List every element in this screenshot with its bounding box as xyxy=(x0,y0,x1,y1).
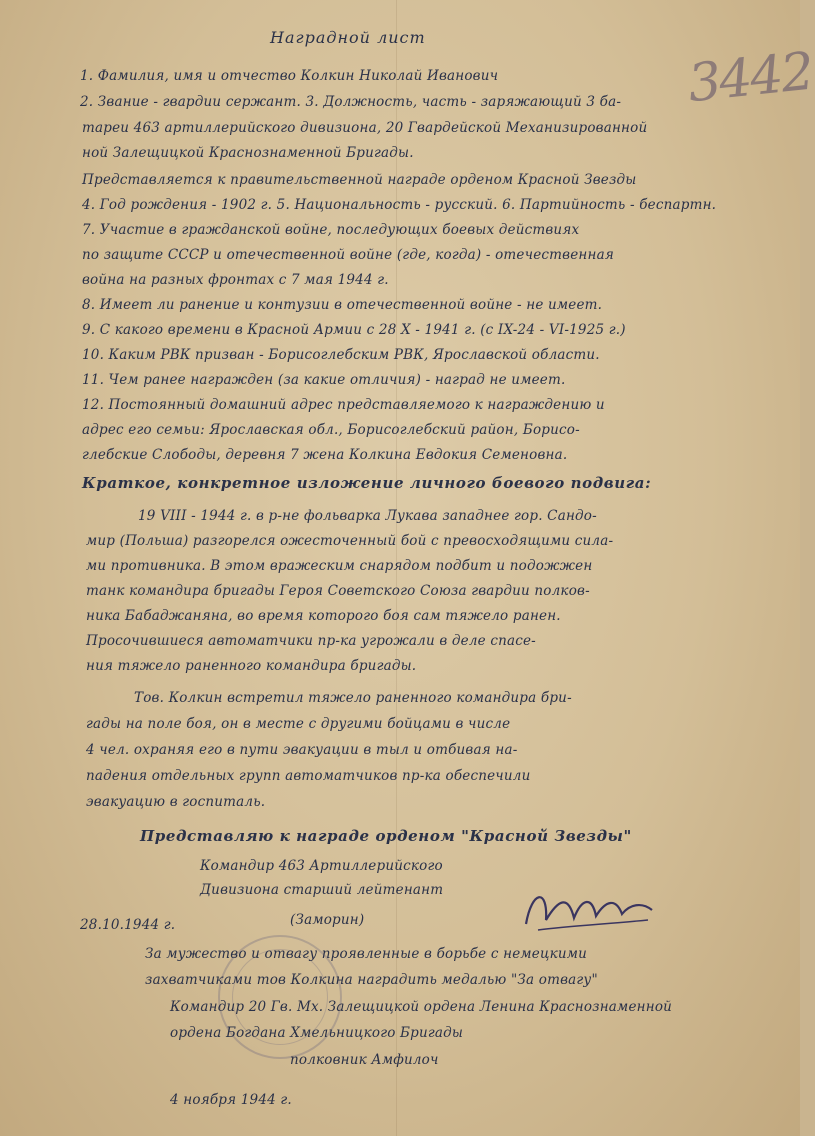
date: 28.10.1944 г. xyxy=(80,917,176,933)
order-text: захватчиками тов Колкина наградить медалью "За отвагу" xyxy=(145,972,598,988)
field-service-cont: по защите СССР и отечественной войне (где, когда) - отечественная xyxy=(82,247,614,263)
feat-text: ми противника. В этом вражеским снарядом подбит и подожжен xyxy=(86,558,593,574)
recommendation: Представляю к награде орденом "Красной Звезды" xyxy=(140,827,632,845)
field-address-cont: адрес его семьи: Ярославская обл., Борисоглебский район, Борисо- xyxy=(82,422,580,438)
commander-name: (Заморин) xyxy=(290,912,365,928)
field-service-cont2: война на разных фронтах с 7 мая 1944 г. xyxy=(82,272,389,288)
feat-text: мир (Польша) разгорелся ожесточенный бой с превосходящими сила- xyxy=(86,533,614,549)
order-text: Командир 20 Гв. Мх. Залещицкой ордена Ленина Краснознаменной xyxy=(170,999,673,1015)
field-wounds: 8. Имеет ли ранение и контузии в отечественной войне - не имеет. xyxy=(82,297,603,313)
feat-heading: Краткое, конкретное изложение личного боевого подвига: xyxy=(82,474,652,492)
field-address: 12. Постоянный домашний адрес представляемого к награждению и xyxy=(82,397,605,413)
feat-text: танк командира бригады Героя Советского Союза гвардии полков- xyxy=(86,583,590,599)
feat-text: 4 чел. охраняя его в пути эвакуации в тыл и отбивая на- xyxy=(86,742,518,758)
signature xyxy=(518,880,658,940)
feat-text: Тов. Колкин встретил тяжело раненного командира бри- xyxy=(134,690,572,706)
order-signer: полковник Амфилоч xyxy=(290,1052,439,1068)
feat-text: падения отдельных групп автоматчиков пр-ка обеспечили xyxy=(86,768,531,784)
order-date: 4 ноября 1944 г. xyxy=(170,1092,292,1108)
field-army-since: 9. С какого времени в Красной Армии с 28 X - 1941 г. (с IX-24 - VI-1925 г.) xyxy=(82,322,626,338)
field-rank: 2. Звание - гвардии сержант. 3. Должность, часть - заряжающий 3 ба- xyxy=(80,94,622,110)
field-birth: 4. Год рождения - 1902 г. 5. Национальность - русский. 6. Партийность - беспартн. xyxy=(82,197,717,213)
feat-text: гады на поле боя, он в месте с другими бойцами в числе xyxy=(86,716,511,732)
nomination-line: Представляется к правительственной награде орденом Красной Звезды xyxy=(82,172,637,188)
field-awards: 11. Чем ранее награжден (за какие отличия) - наград не имеет. xyxy=(82,372,566,388)
commander-rank: Дивизиона старший лейтенант xyxy=(200,882,444,898)
feat-text: Просочившиеся автоматчики пр-ка угрожали в деле спасе- xyxy=(86,633,536,649)
page-title: Наградной лист xyxy=(270,28,426,47)
feat-text: 19 VIII - 1944 г. в р-не фольварка Лукава западнее гор. Сандо- xyxy=(138,508,597,524)
feat-text: эвакуацию в госпиталь. xyxy=(86,794,266,810)
field-service: 7. Участие в гражданской войне, последующих боевых действиях xyxy=(82,222,580,238)
field-unit-cont: ной Залещицкой Краснознаменной Бригады. xyxy=(82,145,414,161)
registry-number: 3442 xyxy=(685,41,815,115)
feat-text: ника Бабаджаняна, во время которого боя сам тяжело ранен. xyxy=(86,608,561,624)
field-unit: тареи 463 артиллерийского дивизиона, 20 Гвардейской Механизированной xyxy=(82,120,648,136)
order-text: За мужество и отвагу проявленные в борьбе с немецкими xyxy=(145,946,588,962)
commander-title: Командир 463 Артиллерийского xyxy=(200,858,443,874)
field-name: 1. Фамилия, имя и отчество Колкин Николай Иванович xyxy=(80,68,499,84)
feat-text: ния тяжело раненного командира бригады. xyxy=(86,658,417,674)
field-drafted: 10. Каким РВК призван - Борисоглебским РВК, Ярославской области. xyxy=(82,347,600,363)
order-text: ордена Богдана Хмельницкого Бригады xyxy=(170,1025,464,1041)
field-address-cont2: глебские Слободы, деревня 7 жена Колкина Евдокия Семеновна. xyxy=(82,447,568,463)
